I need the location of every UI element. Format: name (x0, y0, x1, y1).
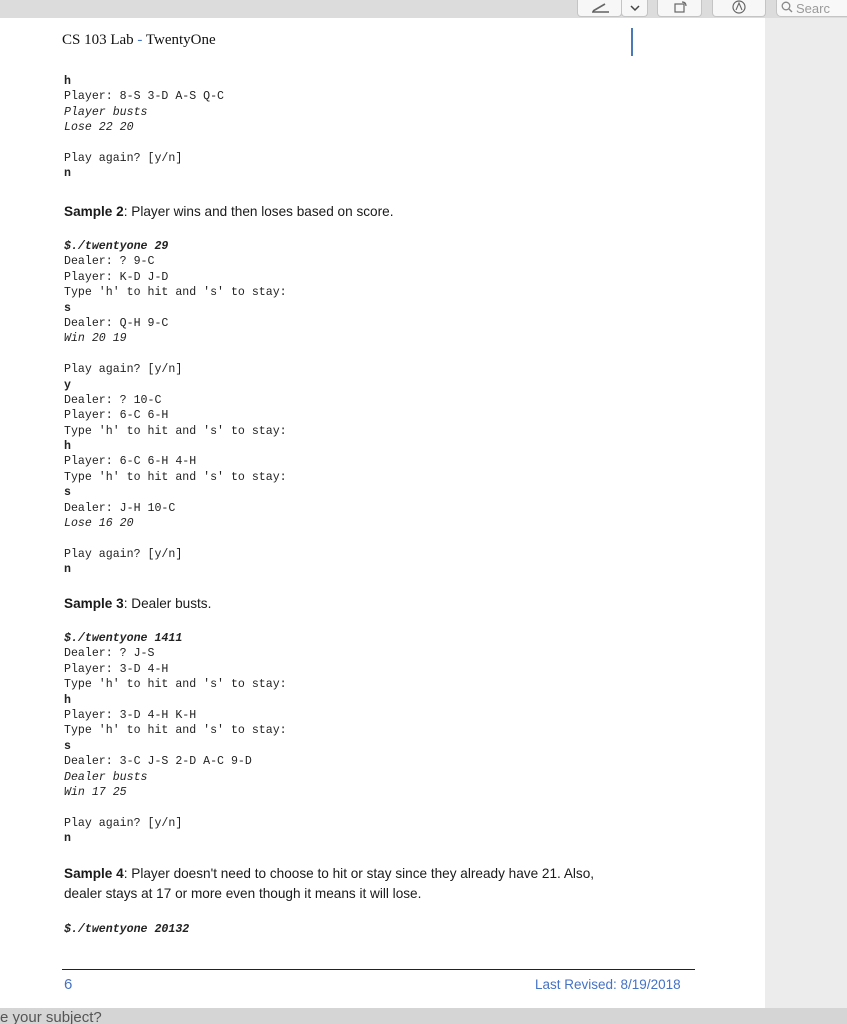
code-block-3-line: Win 17 25 (64, 785, 127, 799)
code-block-3-line: s (64, 739, 71, 753)
rotate-icon (671, 1, 689, 16)
pen-icon (589, 1, 611, 16)
search-icon (781, 1, 796, 16)
code-block-1-line: Lose 22 20 (64, 121, 134, 135)
header-separator: - (133, 32, 146, 48)
code-block-1-line (64, 136, 224, 151)
code-block-2-line: Dealer: ? 9-C (64, 255, 155, 269)
code-block-3-line: h (64, 693, 71, 707)
code-block-2-line: Win 20 19 (64, 332, 127, 346)
code-block-2-line: s (64, 301, 71, 315)
annotate-button[interactable] (712, 0, 766, 17)
code-block-4-line: $./twentyone 20132 (64, 923, 190, 936)
chevron-down-icon (630, 2, 640, 15)
code-block-1-line: h (64, 75, 71, 88)
sample-3-heading (64, 594, 211, 614)
code-block-2 (64, 239, 287, 578)
sample-2-text: : Player wins and then loses based on score. (123, 204, 394, 219)
code-block-2-line: Dealer: Q-H 9-C (64, 316, 169, 330)
code-block-3-line: $./twentyone 1411 (64, 632, 183, 645)
code-block-3-line: n (64, 832, 71, 846)
code-block-2-line: y (64, 378, 71, 392)
document-page (0, 18, 765, 1008)
code-block-2-line: h (64, 440, 71, 454)
code-block-1-line: Player busts (64, 105, 148, 119)
code-block-3-line: Dealer: 3-C J-S 2-D A-C 9-D (64, 755, 252, 769)
code-block-2-line: Player: 6-C 6-H 4-H (64, 455, 197, 469)
code-block-1-line: n (64, 167, 71, 181)
lab-name: TwentyOne (145, 32, 216, 48)
code-block-2-line: Type 'h' to hit and 's' to stay: (64, 286, 287, 300)
code-block-2-line: Player: K-D J-D (64, 270, 169, 284)
code-block-3-line: Player: 3-D 4-H (64, 662, 169, 676)
sample-4-line-1 (64, 864, 594, 884)
sample-3-text: : Dealer busts. (123, 596, 212, 611)
code-block-2-line: Type 'h' to hit and 's' to stay: (64, 470, 287, 484)
code-block-2-line: n (64, 563, 71, 577)
last-revised: Last Revised: 8/19/2018 (535, 977, 681, 992)
code-block-3-line: Dealer busts (64, 770, 148, 784)
course-name: CS 103 Lab (62, 32, 134, 48)
code-block-4 (64, 922, 189, 937)
markup-circle-icon (731, 0, 747, 17)
code-block-1-line: Player: 8-S 3-D A-S Q-C (64, 90, 225, 104)
code-block-1 (64, 74, 224, 182)
code-block-2-line: Lose 16 20 (64, 517, 134, 531)
top-toolbar (0, 0, 847, 18)
text-cursor (631, 28, 633, 56)
code-block-2-line: Dealer: J-H 10-C (64, 501, 176, 515)
code-block-2-line: Type 'h' to hit and 's' to stay: (64, 424, 287, 438)
code-block-2-line (64, 347, 287, 362)
sample-4-text-1: : Player doesn't need to choose to hit or stay since they already have 21. Also, (123, 866, 595, 881)
code-block-3 (64, 631, 287, 846)
code-block-2-line: Play again? [y/n] (64, 363, 183, 377)
code-block-2-line: Play again? [y/n] (64, 547, 183, 561)
code-block-3-line (64, 800, 287, 815)
code-block-2-line: Dealer: ? 10-C (64, 393, 162, 407)
code-block-2-line (64, 531, 287, 546)
bottom-strip (0, 1008, 847, 1024)
rotate-button[interactable] (657, 0, 702, 17)
code-block-3-line: Type 'h' to hit and 's' to stay: (64, 678, 287, 692)
code-block-3-line: Dealer: ? J-S (64, 647, 155, 661)
page-number: 6 (64, 976, 73, 993)
page-header-title (62, 32, 216, 49)
footer-divider (62, 969, 695, 970)
code-block-2-line: s (64, 486, 71, 500)
sample-4-line-2: dealer stays at 17 or more even though it means it will lose. (64, 886, 422, 901)
markup-pen-button[interactable] (577, 0, 622, 17)
code-block-3-line: Type 'h' to hit and 's' to stay: (64, 724, 287, 738)
code-block-1-line: Play again? [y/n] (64, 151, 183, 165)
code-block-3-line: Player: 3-D 4-H K-H (64, 708, 197, 722)
code-block-3-line: Play again? [y/n] (64, 816, 183, 830)
sample-2-label: Sample 2 (64, 204, 124, 219)
bottom-partial-text: e your subject? (0, 1009, 102, 1024)
code-block-2-line: Player: 6-C 6-H (64, 409, 169, 423)
sample-2-heading (64, 202, 393, 222)
search-placeholder: Searc (796, 0, 830, 16)
sample-4-label: Sample 4 (64, 866, 124, 881)
sample-3-label: Sample 3 (64, 596, 124, 611)
code-block-2-line: $./twentyone 29 (64, 240, 169, 253)
search-field[interactable] (776, 0, 847, 17)
markup-dropdown-button[interactable] (621, 0, 648, 17)
sample-4-heading (64, 864, 594, 904)
